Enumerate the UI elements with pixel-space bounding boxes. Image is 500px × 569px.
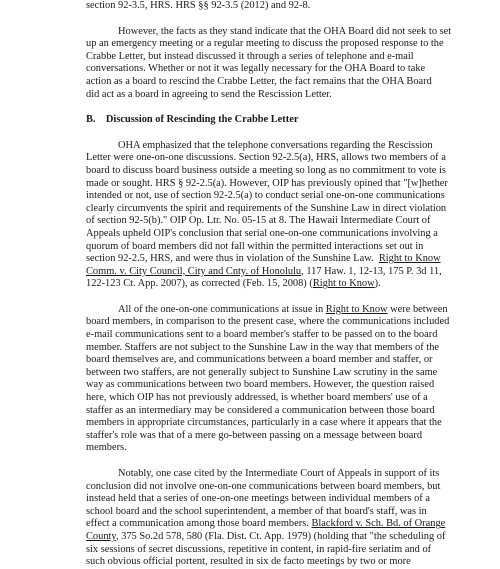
text-line: instead held that a series of one-on-one meetings between individual members of a xyxy=(86,493,430,505)
section-marker: B. xyxy=(86,114,96,126)
text-line: made or sought. HRS § 92-2.5(a). However, OIP has previously opined that "[w]hether xyxy=(86,177,448,189)
text-line: members in appropriate circumstances, particularly in a case where it appears that the xyxy=(86,417,442,429)
text-line: effect a communication among those board members. Blackford v. Sch. Bd. of Orange xyxy=(86,518,446,530)
case-citation: Right to Know xyxy=(378,253,441,265)
text-line: six sessions of secret discussions, repetitive in content, in rapid-fire seriatim and of xyxy=(86,543,432,555)
text-line: section 92-2.5, HRS, and were thus in violation of the Sunshine Law. Right to Know xyxy=(86,253,441,265)
text-line: way as communications between two board members. However, the question raised xyxy=(86,379,435,391)
section-heading xyxy=(86,114,490,127)
text-line: 122-123 Ct. App. 2007), as corrected (Feb. 15, 2008) (Right to Know). xyxy=(86,278,381,290)
paragraph-one-on-one xyxy=(86,140,490,291)
text-line: Crabbe Letter, but instead discussed it through a series of telephone and e-mail xyxy=(86,50,414,62)
paragraph-blackford-case xyxy=(86,468,490,569)
text-line: member. Staffers are not subject to the Sunshine Law in the way that members of the xyxy=(86,341,439,353)
text-line: intended or not, use of section 92-2.5(a) to conduct serial one-on-one communications xyxy=(86,190,445,202)
text-line: action as a board to rescind the Crabbe Letter, the fact remains that the OHA Board xyxy=(86,75,432,87)
case-citation: Comm. v. City Council, City and Cnty. of Honolulu xyxy=(86,265,302,277)
text-line: up an emergency meeting or a regular meeting to discuss the proposed response to the xyxy=(86,38,444,50)
text-line: of section 92-5(b)." OIP Op. Ltr. No. 05-15 at 8. The Hawaii Intermediate Court of xyxy=(86,215,431,227)
text-line: Comm. v. City Council, City and Cnty. of Honolulu, 117 Haw. 1, 12-13, 175 P. 3d 11, xyxy=(86,265,442,277)
paragraph-staffer-communications xyxy=(86,304,490,455)
case-citation: Right to Know xyxy=(312,278,375,290)
text-line: conclusion did not involve one-on-one communications between board members, but xyxy=(86,480,441,492)
text-line: staffer as an intermediary may be considered a communication between those board xyxy=(86,404,435,416)
text-line: Appeals upheld OIP's conclusion that serial one-on-one communications involving a xyxy=(86,227,438,239)
text-line: members. xyxy=(86,442,127,454)
text-line: County, 375 So.2d 578, 580 (Fla. Dist. Ct. App. 1979) (holding that "the scheduling of xyxy=(86,530,446,542)
text-line: Letter were one-on-one discussions. Section 92-2.5(a), HRS, allows two members of a xyxy=(86,152,446,164)
text-line: between two staffers, are not generally subject to Sunshine Law scrutiny in the same xyxy=(86,366,438,378)
text-line: e-mail communications sent to a board member's staffer to be passed on to the board xyxy=(86,329,438,341)
case-citation: County xyxy=(86,530,116,542)
text-line: clearly circumvents the spirit and requirements of the Sunshine Law in direct violation xyxy=(86,202,447,214)
text-line: Notably, one case cited by the Intermediate Court of Appeals in support of its xyxy=(118,468,440,479)
top-fragment-line: section 92-3.5, HRS. HRS §§ 92-3.5 (2012) and 92-8. xyxy=(86,0,311,11)
text-line: staffer's role was that of a mere go-between passing on a message between board xyxy=(86,429,423,441)
case-citation: Blackford v. Sch. Bd. of Orange xyxy=(311,518,446,530)
text-line: school board and the school superintendent, a member of that board's staff, was in xyxy=(86,505,427,517)
section-title: Discussion of Rescinding the Crabbe Letter xyxy=(105,114,299,126)
text-line: However, the facts as they stand indicate that the OHA Board did not seek to set xyxy=(118,25,452,37)
text-line: board to discuss board business outside a meeting so long as no commitment to vote is xyxy=(86,164,446,176)
text-line: here, which OIP has not previously addressed, is whether board members' use of a xyxy=(86,392,428,404)
text-line: board themselves are, and communications between a board member and staffer, or xyxy=(86,354,433,366)
text-line: conversations. Whether or not it was legally necessary for the OHA Board to take xyxy=(86,63,426,75)
paragraph-crabbe-facts xyxy=(86,26,490,102)
case-citation: Right to Know xyxy=(325,303,388,315)
text-line: board members, in comparison to the present case, where the communications included xyxy=(86,316,450,328)
text-line: such obvious official portent, resulted in six de facto meetings by two or more xyxy=(86,556,411,568)
text-line: OHA emphasized that the telephone conversations regarding the Rescission xyxy=(118,139,433,151)
text-line: quorum of board members did not fall within the permitted interactions set out in xyxy=(86,240,424,252)
text-line: did act as a board in agreeing to send the Rescission Letter. xyxy=(86,88,332,100)
text-line: All of the one-on-one communications at issue in Right to Know were between xyxy=(118,303,448,315)
